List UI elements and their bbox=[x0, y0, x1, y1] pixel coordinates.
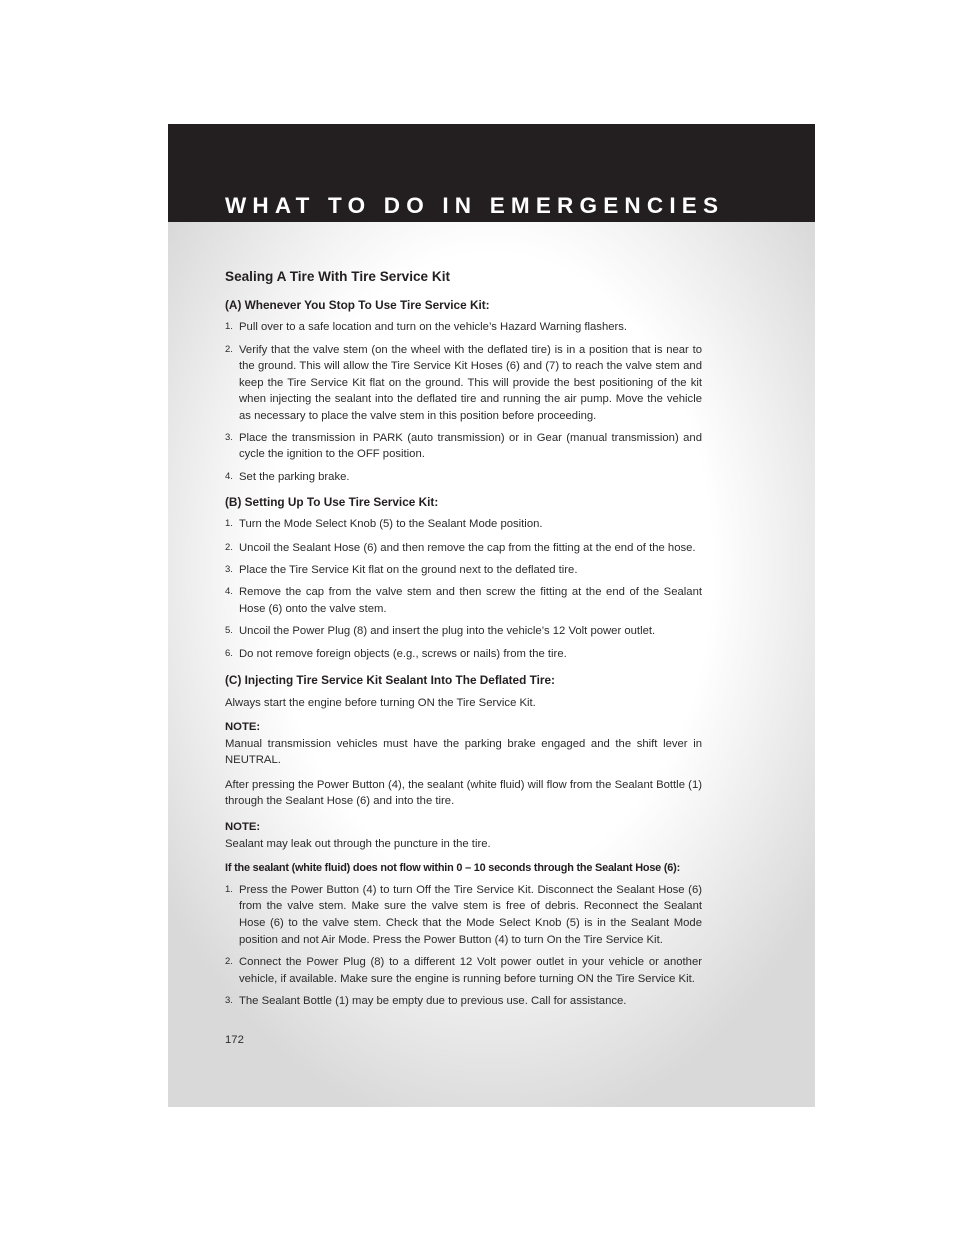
part-a-list bbox=[225, 319, 702, 485]
part-c-list bbox=[225, 882, 702, 1010]
note-label: NOTE: bbox=[225, 721, 261, 734]
list-item: 4. Set the parking brake. bbox=[225, 470, 350, 483]
list-item: 5. Uncoil the Power Plug (8) and insert the plug into the vehicle’s 12 Volt power outlet. bbox=[225, 625, 656, 638]
page-number: 172 bbox=[225, 1034, 244, 1046]
sealant-flow-paragraph: After pressing the Power Button (4), the sealant (white fluid) will flow from the Sealant Bottle (1) through the Sealant Hose (6) and into the tire. bbox=[225, 778, 702, 808]
chapter-header-bar bbox=[168, 124, 815, 222]
list-item: 1. Turn the Mode Select Knob (5) to the Sealant Mode position. bbox=[225, 518, 543, 531]
manual-page bbox=[168, 124, 815, 1107]
section-title: Sealing A Tire With Tire Service Kit bbox=[225, 269, 450, 284]
note-label: NOTE: bbox=[225, 821, 261, 834]
part-c-heading: (C) Injecting Tire Service Kit Sealant Into The Deflated Tire: bbox=[225, 672, 555, 687]
part-b-list bbox=[225, 516, 702, 662]
no-flow-heading: If the sealant (white fluid) does not flow within 0 – 10 seconds through the Sealant Hose (6): bbox=[225, 862, 680, 875]
list-item: 4. Remove the cap from the valve stem and then screw the fitting at the end of the Sealant Hose (6) onto the valve stem. bbox=[225, 586, 702, 615]
list-item: 6. Do not remove foreign objects (e.g., screws or nails) from the tire. bbox=[225, 647, 567, 660]
note-text: Manual transmission vehicles must have the parking brake engaged and the shift lever in NEUTRAL. bbox=[225, 737, 702, 767]
list-item: 1. Press the Power Button (4) to turn Off the Tire Service Kit. Disconnect the Sealant Hose (6) from the valve stem. Make sure the valve stem is free of debris. Reconnect the Sealant Hose (6) to the valve stem. Check that the Mode Select Knob (5) is in the Sealant Mode position and not Air Mode. Press the Power Button (4) to turn On the Tire Service Kit. bbox=[225, 883, 702, 946]
list-item: 3. Place the transmission in PARK (auto transmission) or in Gear (manual transmission) and cycle the ignition to the OFF position. bbox=[225, 431, 702, 461]
list-item: 3. The Sealant Bottle (1) may be empty due to previous use. Call for assistance. bbox=[225, 995, 627, 1008]
page-content bbox=[225, 268, 702, 1016]
list-item: 2. Verify that the valve stem (on the wheel with the deflated tire) is in a position that is near to the ground. This will allow the Tire Service Kit Hoses (6) and (7) to reach the valve stem and keep the Tire Service Kit flat on the ground. This will provide the best positioning of the kit when injecting the sealant into the deflated tire and running the air pump. Move the vehicle as necessary to place the valve stem in this position before proceeding. bbox=[225, 343, 702, 422]
chapter-title: WHAT TO DO IN EMERGENCIES bbox=[225, 193, 725, 218]
part-b-heading: (B) Setting Up To Use Tire Service Kit: bbox=[225, 495, 439, 510]
part-a-heading: (A) Whenever You Stop To Use Tire Service Kit: bbox=[225, 298, 490, 312]
part-c-intro: Always start the engine before turning ON the Tire Service Kit. bbox=[225, 696, 536, 709]
list-item: 3. Place the Tire Service Kit flat on the ground next to the deflated tire. bbox=[225, 563, 578, 576]
list-item: 2. Uncoil the Sealant Hose (6) and then remove the cap from the fitting at the end of the hose. bbox=[225, 541, 696, 554]
note-text: Sealant may leak out through the puncture in the tire. bbox=[225, 837, 491, 850]
list-item: 1. Pull over to a safe location and turn on the vehicle’s Hazard Warning flashers. bbox=[225, 321, 628, 333]
list-item: 2. Connect the Power Plug (8) to a different 12 Volt power outlet in your vehicle or another vehicle, if available. Make sure the engine is running before turning ON the Tire Service Kit. bbox=[225, 956, 702, 985]
